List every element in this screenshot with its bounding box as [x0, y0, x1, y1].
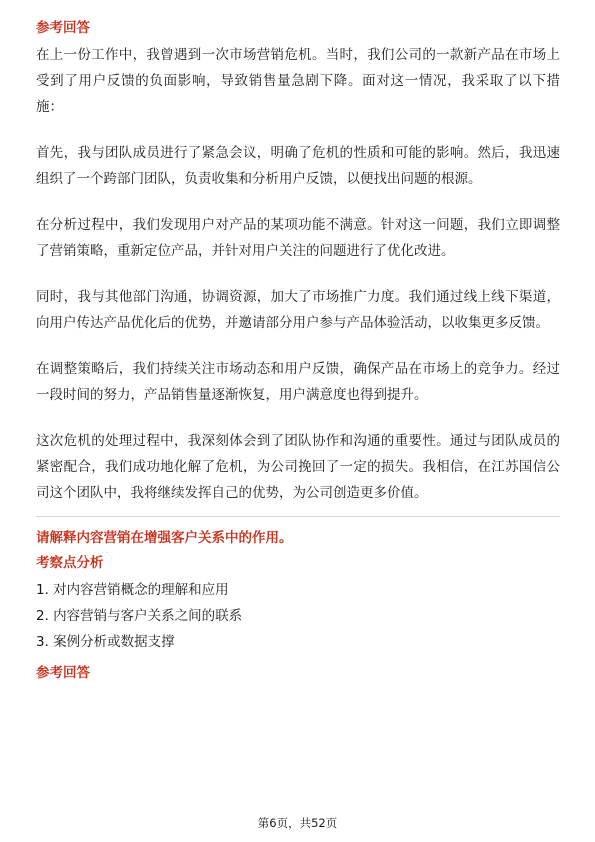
answer-paragraph-2: 首先，我与团队成员进行了紧急会议，明确了危机的性质和可能的影响。然后，我迅速组织了一个跨部门团队，负责收集和分析用户反馈，以便找出问题的根源。: [36, 145, 560, 187]
answer-paragraph-4: 同时，我与其他部门沟通，协调资源，加大了市场推广力度。我们通过线上线下渠道，向用户传达产品优化后的优势，并邀请部分用户参与产品体验活动，以收集更多反馈。: [36, 289, 560, 331]
document-page: [36, 18, 560, 683]
reference-answer-heading-2: 参考回答: [36, 665, 90, 681]
analysis-heading: 考察点分析: [36, 555, 104, 571]
answer-paragraph-3: 在分析过程中，我们发现用户对产品的某项功能不满意。针对这一问题，我们立即调整了营销策略，重新定位产品，并针对用户关注的问题进行了优化改进。: [36, 217, 560, 259]
analysis-point-2: 2. 内容营销与客户关系之间的联系: [36, 608, 243, 624]
question-title: 请解释内容营销在增强客户关系中的作用。: [36, 530, 293, 546]
page-number: 第6页，共52页: [257, 816, 338, 830]
answer-paragraph-6: 这次危机的处理过程中，我深刻体会到了团队协作和沟通的重要性。通过与团队成员的紧密配合，我们成功地化解了危机，为公司挽回了一定的损失。我相信，在江苏国信公司这个团队中，我将继续发挥自己的优势，为公司创造更多价值。: [36, 433, 560, 501]
answer-paragraph-5: 在调整策略后，我们持续关注市场动态和用户反馈，确保产品在市场上的竞争力。经过一段时间的努力，产品销售量逐渐恢复，用户满意度也得到提升。: [36, 361, 560, 403]
section-divider: [36, 516, 560, 517]
analysis-point-3: 3. 案例分析或数据支撑: [36, 634, 175, 650]
analysis-point-1: 1. 对内容营销概念的理解和应用: [36, 582, 229, 598]
answer-paragraph-1: 在上一份工作中，我曾遇到一次市场营销危机。当时，我们公司的一款新产品在市场上受到了用户反馈的负面影响，导致销售量急剧下降。面对这一情况，我采取了以下措施：: [36, 47, 560, 115]
reference-answer-heading: 参考回答: [36, 20, 90, 36]
